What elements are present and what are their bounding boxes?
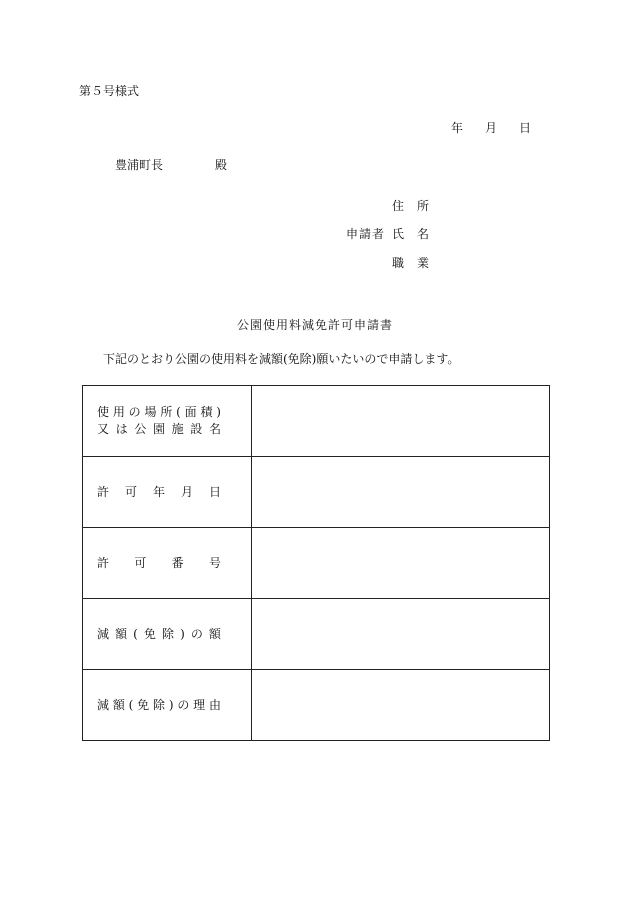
- label-line: [97, 555, 221, 572]
- label-char: (: [176, 405, 181, 419]
- label-char: 番: [171, 555, 184, 570]
- label-char: 除: [161, 626, 174, 641]
- row-value-reduction-amount[interactable]: [252, 599, 550, 670]
- row-label-permit-date: [83, 457, 252, 528]
- label-char: 減: [97, 626, 110, 641]
- addressee: [115, 156, 227, 173]
- label-char: 名: [208, 422, 221, 436]
- label-line: [97, 697, 221, 714]
- addressee-name: 豊浦町長: [115, 158, 164, 172]
- table-row: [83, 599, 550, 670]
- label-char: ): [180, 626, 185, 641]
- label-line: [97, 626, 221, 643]
- row-label-permit-number: [83, 528, 252, 599]
- addressee-honorific: 殿: [215, 158, 228, 172]
- label-char: 場: [144, 405, 157, 419]
- row-label-reduction-amount: [83, 599, 252, 670]
- label-char: 免: [137, 697, 150, 712]
- table-row: [83, 386, 550, 457]
- table-row: [83, 528, 550, 599]
- label-char: 積: [200, 405, 213, 419]
- row-label-location: [83, 386, 252, 457]
- label-char: 公: [134, 422, 147, 436]
- form-number: 第５号様式: [79, 84, 140, 98]
- label-char: 可: [134, 555, 147, 570]
- label-char: ): [168, 697, 174, 712]
- label-line: [97, 484, 221, 501]
- label-char: (: [128, 697, 134, 712]
- row-value-reduction-reason[interactable]: [252, 670, 550, 741]
- label-char: 免: [143, 626, 156, 641]
- date-year: 年: [451, 121, 464, 135]
- label-char: は: [115, 422, 128, 436]
- label-char: の: [190, 626, 203, 641]
- applicant-name-label: 氏名: [392, 227, 443, 241]
- label-char: 額: [112, 697, 125, 712]
- label-char: 面: [184, 405, 197, 419]
- label-char: 又: [97, 422, 110, 436]
- applicant-address-label: 住所: [392, 199, 443, 213]
- label-char: の: [177, 697, 190, 712]
- applicant-occupation-label: 職業: [392, 256, 443, 270]
- row-value-location[interactable]: [252, 386, 550, 457]
- label-line: [97, 404, 221, 421]
- label-char: 許: [97, 484, 110, 499]
- label-char: 理: [193, 697, 206, 712]
- label-char: 号: [208, 555, 221, 570]
- label-char: 可: [124, 484, 137, 499]
- label-char: 園: [152, 422, 165, 436]
- label-char: 額: [115, 626, 128, 641]
- label-char: 額: [208, 626, 221, 641]
- table-row: [83, 670, 550, 741]
- label-char: 年: [152, 484, 165, 499]
- label-char: ): [216, 405, 221, 419]
- date-day: 日: [518, 121, 531, 135]
- label-char: 所: [160, 405, 173, 419]
- label-char: 設: [190, 422, 203, 436]
- label-char: 用: [112, 405, 125, 419]
- applicant-label: 申請者: [346, 227, 386, 241]
- application-table: [82, 385, 550, 741]
- label-char: の: [128, 405, 141, 419]
- row-label-reduction-reason: [83, 670, 252, 741]
- date-month: 月: [484, 121, 497, 135]
- label-char: (: [133, 626, 138, 641]
- label-line: [97, 421, 221, 438]
- intro-text: 下記のとおり公園の使用料を減額(免除)願いたいので申請します。: [103, 352, 460, 366]
- label-char: 月: [180, 484, 193, 499]
- label-char: 許: [97, 555, 110, 570]
- date-line: [451, 119, 531, 136]
- table-row: [83, 457, 550, 528]
- row-value-permit-number[interactable]: [252, 528, 550, 599]
- label-char: 除: [152, 697, 165, 712]
- document-title: 公園使用料減免許可申請書: [236, 318, 393, 332]
- row-value-permit-date[interactable]: [252, 457, 550, 528]
- label-char: 減: [97, 697, 110, 712]
- label-char: 日: [208, 484, 221, 499]
- label-char: 施: [171, 422, 184, 436]
- label-char: 由: [208, 697, 221, 712]
- label-char: 使: [97, 405, 110, 419]
